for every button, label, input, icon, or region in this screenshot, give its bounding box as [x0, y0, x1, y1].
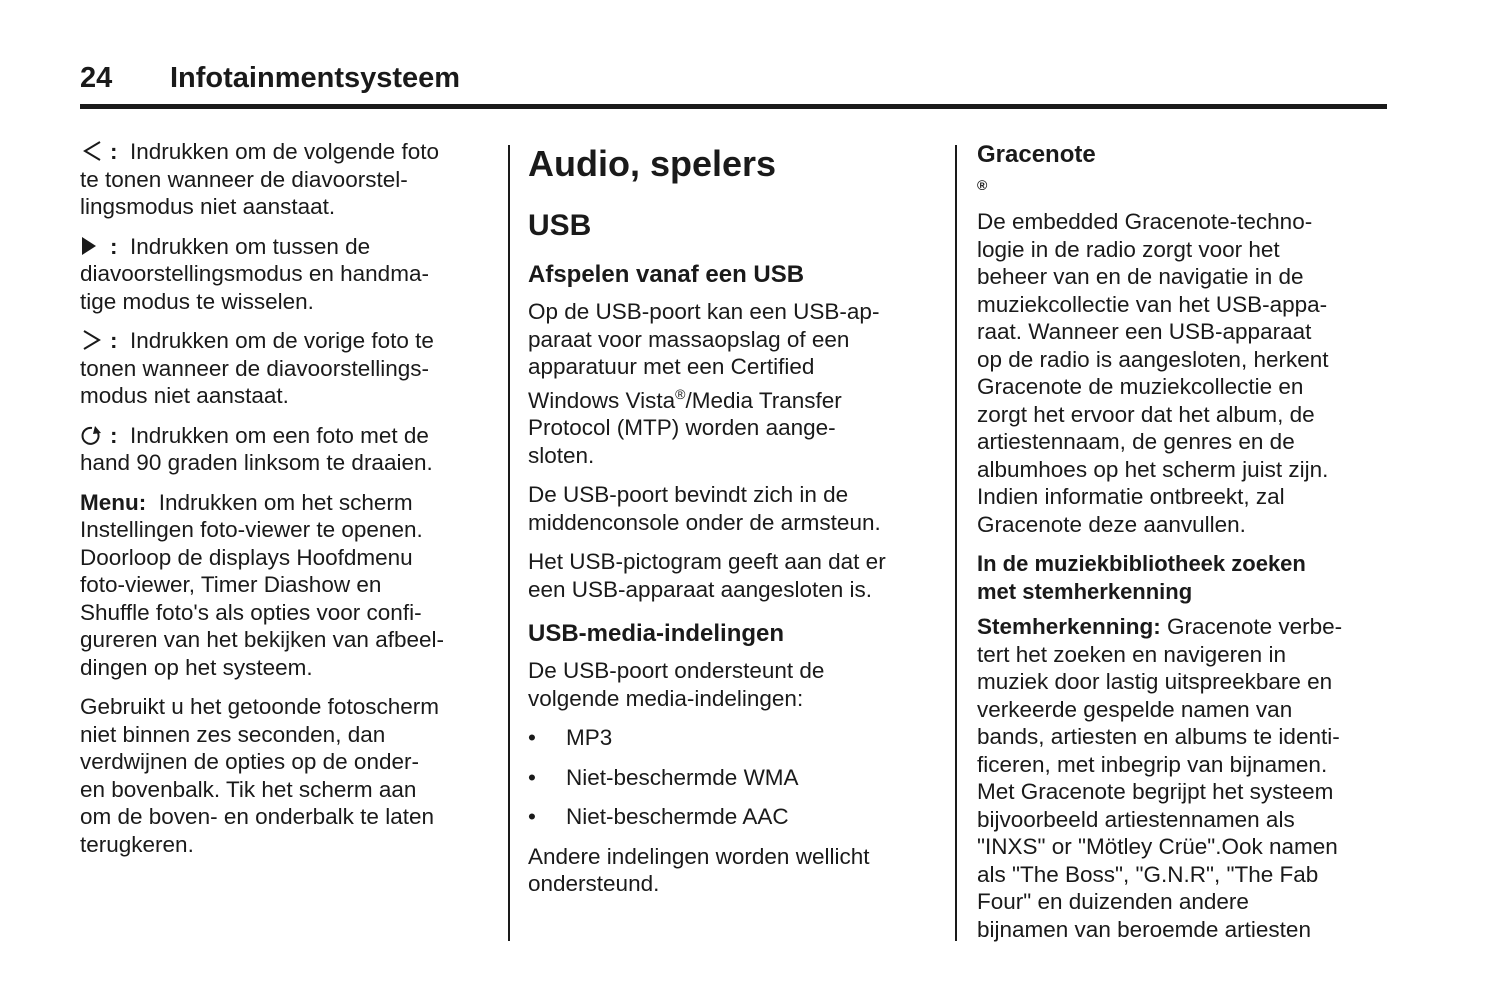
gracenote-heading: Gracenote ®	[977, 141, 1096, 193]
formats-intro-paragraph: De USB-poort ondersteunt de volgende media-indelingen:	[528, 658, 825, 711]
list-item: • Niet-beschermde AAC	[528, 803, 938, 831]
chevron-right-entry: : Indrukken om de vorige foto te tonen wanneer de diavoorstellings- modus niet aanstaat.	[80, 328, 434, 408]
column-divider	[955, 145, 957, 941]
usb-formats-heading: USB-media-indelingen	[528, 620, 785, 647]
menu-entry: Menu: Indrukken om het scherm Instellingen foto-viewer te openen. Doorloop de displays Hoofdmenu foto-viewer, Timer Diashow en Shuffle foto's als opties voor confi- gureren van het bekijken van afbeel- dingen op het systeem.	[80, 489, 444, 680]
timeout-paragraph: Gebruikt u het getoonde fotoscherm niet binnen zes seconden, dan verdwijnen de opties op de onder- en bovenbalk. Tik het scherm aan om de boven- en onderbalk te laten terugkeren.	[80, 694, 439, 857]
page-number: 24	[80, 62, 113, 94]
gracenote-paragraph: De embedded Gracenote-techno- logie in de radio zorgt voor het beheer van en de navigatie in de muziekcollectie van het USB-appa- raat. Wanneer een USB-apparaat op de radio is aangesloten, herkent Gracenote de muziekcollectie en zorgt het ervoor dat het album, de artiestennaam, de genres en de albumhoes op het scherm juist zijn. Indien informatie ontbreekt, zal Gracenote deze aanvullen.	[977, 209, 1329, 537]
rotate-entry: : Indrukken om een foto met de hand 90 graden linksom te draaien.	[80, 422, 433, 475]
column-left	[80, 138, 492, 870]
voice-recognition-paragraph: Stemherkenning: Gracenote verbe- tert het zoeken en navigeren in muziek door lastig uitspreekbare en verkeerde gespelde namen van bands, artiesten en albums te identi- ficeren, met inbegrip van bijnamen. Met Gracenote begrijpt het systeem bijvoorbeeld artiestennamen als "INXS" or "Mötley Crüe".Ook namen als "The Boss", "G.N.R", "The Fab Four" en duizenden andere bijnamen van beroemde artiesten	[977, 614, 1343, 942]
chevron-left-icon	[80, 139, 110, 161]
list-item: • Niet-beschermde WMA	[528, 764, 938, 792]
usb-location-paragraph: De USB-poort bevindt zich in de middenconsole onder de armsteun.	[528, 482, 881, 535]
play-icon	[80, 234, 110, 256]
column-right	[977, 138, 1387, 955]
formats-list	[528, 724, 938, 831]
chapter-heading: Audio, spelers	[528, 143, 777, 184]
chevron-right-icon	[80, 328, 110, 350]
voice-search-heading: In de muziekbibliotheek zoeken met stemherkenning	[977, 551, 1306, 604]
list-item: • MP3	[528, 724, 938, 752]
chevron-left-entry: : Indrukken om de volgende foto te tonen wanneer de diavoorstel- lingsmodus niet aanstaat.	[80, 139, 439, 219]
column-middle	[528, 138, 938, 910]
section-title: Infotainmentsysteem	[170, 62, 461, 94]
play-from-usb-heading: Afspelen vanaf een USB	[528, 261, 805, 288]
play-entry: : Indrukken om tussen de diavoorstellingsmodus en handma- tige modus te wisselen.	[80, 233, 429, 314]
usb-icon-paragraph: Het USB-pictogram geeft aan dat er een USB-apparaat aangesloten is.	[528, 549, 886, 602]
column-divider	[508, 145, 510, 941]
other-formats-paragraph: Andere indelingen worden wellicht ondersteund.	[528, 843, 870, 896]
usb-port-paragraph: Op de USB-poort kan een USB-ap- paraat voor massaopslag of een apparatuur met een Certified Windows Vista®/Media Transfer Protocol (MTP) worden aange- sloten.	[528, 299, 880, 468]
page-header	[80, 62, 1387, 109]
rotate-icon	[80, 423, 110, 445]
usb-heading: USB	[528, 209, 592, 242]
